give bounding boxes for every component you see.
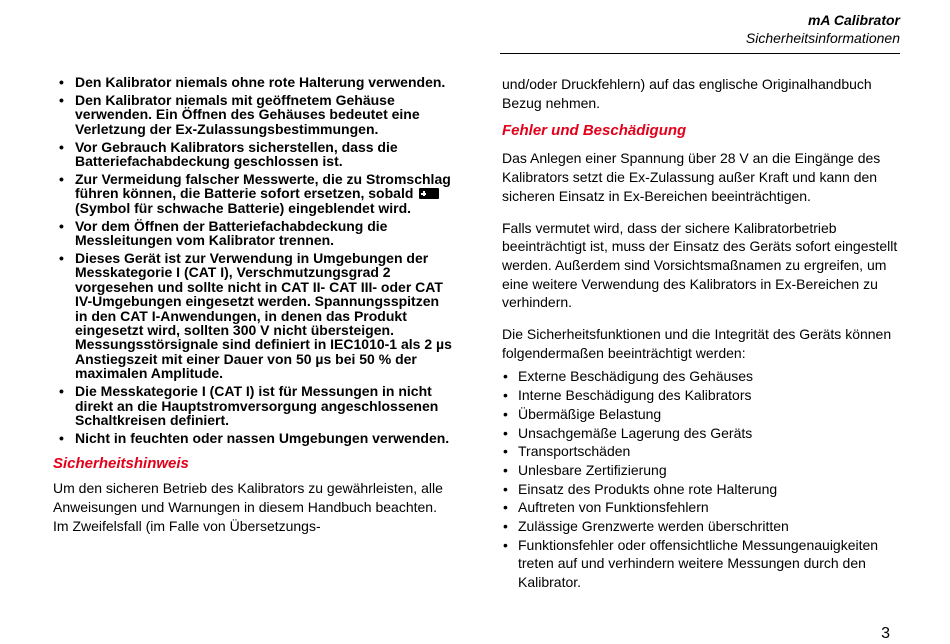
list-item: • Übermäßige Belastung: [502, 405, 902, 424]
warning-item: • Vor Gebrauch Kalibrators sicherstellen, dass die Batteriefachabdeckung geschlossen ist.: [53, 140, 453, 169]
list-item: • Einsatz des Produkts ohne rote Halterung: [502, 480, 902, 499]
left-column: [53, 75, 453, 535]
list-item: • Zulässige Grenzwerte werden überschritten: [502, 517, 902, 536]
warning-text: (Symbol für schwache Batterie) eingeblendet wird.: [75, 199, 412, 216]
chapter-title: Sicherheitsinformationen: [745, 30, 900, 46]
body-paragraph: Falls vermutet wird, dass der sichere Kalibratorbetrieb beeinträchtigt ist, muss der Einsatz des Geräts sofort eingestellt werden. Außerdem sind Vorsichtsmaßnamen zu ergreifen, um eine weitere Verwendung des Kalibrators in Ex-Bereichen zu verhindern.: [502, 219, 898, 311]
header-divider: [500, 53, 900, 54]
warning-item: • Vor dem Öffnen der Batteriefachabdeckung die Messleitungen vom Kalibrator trennen.: [53, 219, 453, 248]
page-number: 3: [881, 625, 890, 642]
warning-item: • Den Kalibrator niemals mit geöffnetem Gehäuse verwenden. Ein Öffnen des Gehäuses bedeutet eine Verletzung der Ex-Zulassungsbestimmungen.: [53, 93, 453, 136]
warning-item: • Dieses Gerät ist zur Verwendung in Umgebungen der Messkategorie I (CAT I), Verschmutzungsgrad 2 vorgesehen und sollte nicht in CAT II- CAT III- oder CAT IV-Umgebungen eingesetzt werden. Spannungsspitzen in den CAT I-Anwendungen, in denen das Produkt eingesetzt wird, sollten 300 V nicht übersteigen. Messungsstörsignale sind definiert in IEC1010-1 als 2 µs Anstiegszeit mit einer Dauer von 50 µs bei 50 % der maximalen Amplitude.: [53, 251, 453, 381]
warning-text: Zur Vermeidung falscher Messwerte, die zu Stromschlag führen können, die Batterie sofort ersetzen, sobald: [75, 170, 451, 202]
list-item: • Unsachgemäße Lagerung des Geräts: [502, 424, 902, 443]
continuation-paragraph: und/oder Druckfehlern) auf das englische Originalhandbuch Bezug nehmen.: [502, 76, 872, 111]
list-item: • Auftreten von Funktionsfehlern: [502, 498, 902, 517]
section-heading-faults-damage: Fehler und Beschädigung: [502, 122, 687, 140]
warning-item: • Die Messkategorie I (CAT I) ist für Messungen in nicht direkt an die Hauptstromversorgung angeschlossenen Schaltkreisen definiert.: [53, 384, 453, 427]
body-paragraph: Die Sicherheitsfunktionen und die Integrität des Geräts können folgendermaßen beeinträchtigt werden:: [502, 326, 892, 361]
list-item: • Interne Beschädigung des Kalibrators: [502, 386, 902, 405]
body-paragraph: Das Anlegen einer Spannung über 28 V an die Eingänge des Kalibrators setzt die Ex-Zulassung außer Kraft und kann den sicheren Einsatz in Ex-Bereichen beeinträchtigen.: [502, 150, 881, 204]
right-column: [502, 75, 902, 592]
damage-causes-list: [502, 367, 902, 591]
warning-item: • Nicht in feuchten oder nassen Umgebungen verwenden.: [53, 431, 453, 445]
list-item: • Externe Beschädigung des Gehäuses: [502, 367, 902, 386]
manual-title: mA Calibrator: [807, 12, 900, 28]
warning-list: [53, 75, 453, 445]
page-header: [746, 11, 900, 47]
warning-item: • Den Kalibrator niemals ohne rote Halterung verwenden.: [53, 75, 453, 89]
list-item: • Funktionsfehler oder offensichtliche Messungenauigkeiten treten auf und verhindern weitere Messungen durch den Kalibrator.: [502, 536, 902, 592]
safety-notice-paragraph: Um den sicheren Betrieb des Kalibrators zu gewährleisten, alle Anweisungen und Warnungen in diesem Handbuch beachten. Im Zweifelsfall (im Falle von Übersetzungs-: [53, 480, 443, 534]
section-heading-safety-notice: Sicherheitshinweis: [53, 455, 189, 473]
list-item: • Transportschäden: [502, 442, 902, 461]
list-item: • Unlesbare Zertifizierung: [502, 461, 902, 480]
battery-low-icon: [419, 188, 439, 199]
warning-item: [53, 172, 453, 215]
